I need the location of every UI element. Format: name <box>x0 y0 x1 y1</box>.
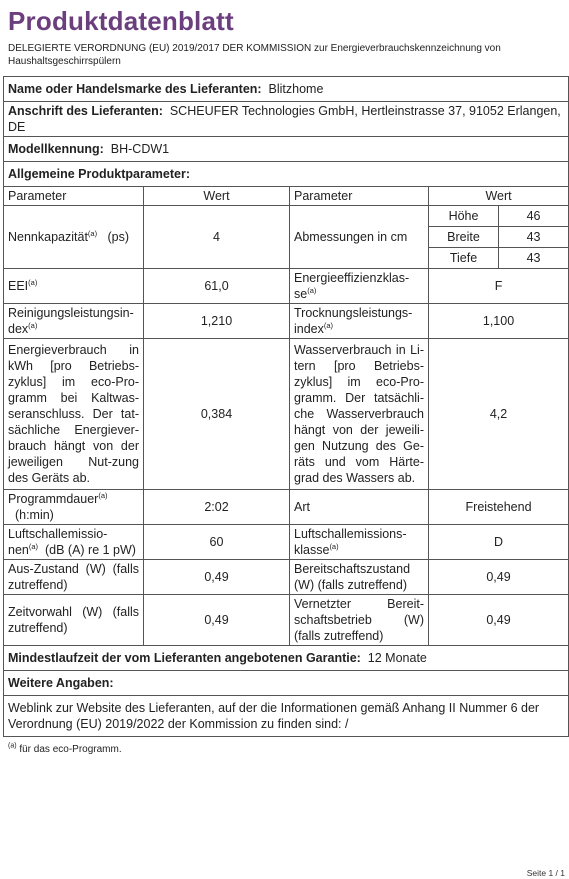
weblink-row <box>4 696 569 737</box>
eei-label: EEI <box>8 279 29 293</box>
cleaning-index-label: Reinigungsleistungsin-dex <box>8 306 134 336</box>
networked-standby-label: Vernetzter Bereit-schaftsbetrieb (W) (falls zutreffend) <box>290 595 429 646</box>
drying-index-value: 1,100 <box>429 304 569 339</box>
cleaning-row <box>4 304 569 339</box>
type-value: Freistehend <box>429 490 569 525</box>
energy-consumption-value: 0,384 <box>144 339 290 490</box>
noise-value: 60 <box>144 525 290 560</box>
duration-row <box>4 490 569 525</box>
consumption-row <box>4 339 569 490</box>
noise-class-value: D <box>429 525 569 560</box>
address-row <box>4 102 569 137</box>
header-parameter-2: Parameter <box>290 187 429 206</box>
footnote-mark: (a) <box>307 285 317 295</box>
footnote <box>8 744 122 755</box>
eei-row <box>4 269 569 304</box>
off-mode-row <box>4 560 569 595</box>
noise-label-cont: nen <box>8 543 29 557</box>
delay-start-label: Zeitvorwahl (W) (falls zutreffend) <box>4 595 144 646</box>
width-label: Breite <box>429 227 499 248</box>
footnote-mark: (a) <box>28 541 39 551</box>
water-consumption-label: Wasserverbrauch in Li-tern [pro Betriebs-zyklus] im eco-Pro-gramm. Der tatsächli-che Wasserverbrauch hängt von der jeweili-gen Nutzung des Ge-räts und vom Härte-grad des Wassers ab. <box>290 339 429 490</box>
noise-unit: (dB (A) re 1 pW) <box>44 543 136 557</box>
footnote-mark: (a) <box>329 541 339 551</box>
energy-consumption-label: Energieverbrauch in kWh [pro Betriebs-zyklus] im eco-Pro-gramm bei Kaltwas-seranschluss. Der tat-sächliche Energiever-brauch hängt von der jeweiligen Nut-zung des Geräts ab. <box>4 339 144 490</box>
footnote-mark: (a) <box>28 320 38 330</box>
networked-standby-value: 0,49 <box>429 595 569 646</box>
address-value: SCHEUFER Technologies GmbH, Hertleinstrasse 37, 91052 Erlangen, DE <box>8 104 561 134</box>
noise-label: Luftschallemissio- <box>8 527 108 541</box>
footnote-mark: (a) <box>28 277 38 287</box>
footnote-mark: (a) <box>8 742 17 750</box>
duration-label: Programmdauer <box>8 492 99 506</box>
supplier-row <box>4 77 569 102</box>
standby-value: 0,49 <box>429 560 569 595</box>
eei-value: 61,0 <box>144 269 290 304</box>
supplier-value: Blitzhome <box>268 82 324 96</box>
depth-value: 43 <box>526 251 541 265</box>
footnote-mark: (a) <box>87 228 98 238</box>
general-heading-row <box>4 162 569 187</box>
header-value-1: Wert <box>144 187 290 206</box>
dimensions-cell <box>429 206 569 269</box>
noise-class-label: Luftschallemissions-klasse <box>294 527 407 557</box>
model-row <box>4 137 569 162</box>
noise-row <box>4 525 569 560</box>
water-consumption-value: 4,2 <box>429 339 569 490</box>
warranty-value: 12 Monate <box>367 651 427 665</box>
type-label: Art <box>290 490 429 525</box>
model-label: Modellkennung: <box>8 142 104 156</box>
off-mode-label: Aus-Zustand (W) (falls zutreffend) <box>4 560 144 595</box>
capacity-label: Nennkapazität <box>8 230 88 244</box>
efficiency-class-label: Energieeffizienzklas-se <box>294 271 410 301</box>
further-heading: Weitere Angaben: <box>4 671 569 696</box>
capacity-row <box>4 206 569 269</box>
page-number: Seite 1 / 1 <box>526 868 565 878</box>
duration-unit: (h:min) <box>14 508 54 522</box>
weblink-text: Weblink zur Website des Lieferanten, auf der die Informationen gemäß Anhang II Nummer 6 der Verordnung (EU) 2019/2022 der Kommission zu finden sind: / <box>4 696 569 737</box>
dimensions-table <box>429 206 568 268</box>
further-heading-row <box>4 671 569 696</box>
height-label: Höhe <box>429 206 499 227</box>
model-value: BH-CDW1 <box>110 142 170 156</box>
header-parameter-1: Parameter <box>4 187 144 206</box>
duration-value: 2:02 <box>144 490 290 525</box>
warranty-label: Mindestlaufzeit der vom Lieferanten angebotenen Garantie: <box>8 651 361 665</box>
general-heading: Allgemeine Produktparameter: <box>4 162 569 187</box>
delay-start-value: 0,49 <box>144 595 290 646</box>
depth-label: Tiefe <box>429 248 499 269</box>
footnote-text: für das eco-Programm. <box>16 744 122 755</box>
page-title: Produktdatenblatt <box>8 6 234 36</box>
dimensions-label: Abmessungen in cm <box>290 206 429 269</box>
footnote-mark: (a) <box>98 490 108 500</box>
address-label: Anschrift des Lieferanten: <box>8 104 163 118</box>
regulation-subtitle: DELEGIERTE VERORDNUNG (EU) 2019/2017 DER KOMMISSION zur Energieverbrauchskennzeichnung von Haushaltsgeschirrspülern <box>8 43 501 67</box>
width-value: 43 <box>499 227 569 248</box>
drying-index-label: Trocknungsleistungs-index <box>294 306 413 336</box>
supplier-label: Name oder Handelsmarke des Lieferanten: <box>8 82 262 96</box>
off-mode-value: 0,49 <box>144 560 290 595</box>
footnote-mark: (a) <box>323 320 334 330</box>
cleaning-index-value: 1,210 <box>144 304 290 339</box>
warranty-row <box>4 646 569 671</box>
capacity-value: 4 <box>144 206 290 269</box>
efficiency-class-value: F <box>429 269 569 304</box>
product-datasheet-table <box>3 76 569 737</box>
header-value-2: Wert <box>429 187 569 206</box>
delay-row <box>4 595 569 646</box>
standby-label: Bereitschaftszustand (W) (falls zutreffend) <box>290 560 429 595</box>
column-header-row <box>4 187 569 206</box>
capacity-unit: (ps) <box>107 230 130 244</box>
height-value: 46 <box>499 206 569 227</box>
